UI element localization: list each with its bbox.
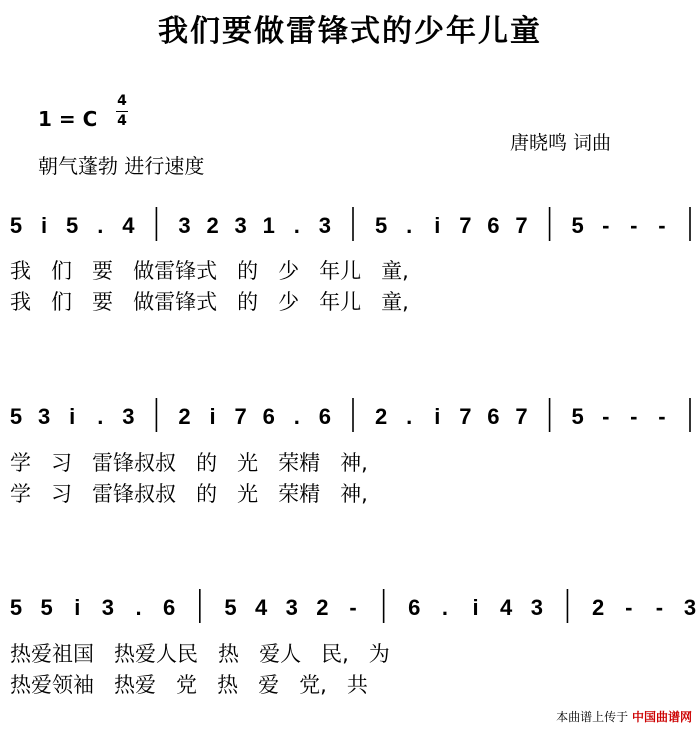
note: i [41, 213, 48, 238]
note: 3 [234, 213, 247, 238]
lyric-line-1-2: 我 们 要 做雷锋式 的 少 年儿 童, [10, 290, 409, 314]
note: i [69, 404, 76, 429]
note: . [406, 213, 413, 238]
note: i [74, 595, 81, 620]
page-title: 我们要做雷锋式的少年儿童 [158, 14, 542, 49]
note: - [349, 595, 357, 620]
note: 5 [40, 595, 53, 620]
note: 6 [318, 404, 332, 429]
note: . [441, 595, 448, 620]
note: 2 [374, 404, 388, 429]
note: 7 [515, 404, 528, 429]
note: - [602, 404, 610, 429]
note: 3 [683, 595, 697, 620]
note: 3 [285, 595, 298, 620]
composer-credit: 唐晓鸣 词曲 [510, 132, 612, 154]
note: 4 [122, 213, 135, 238]
note: 6 [262, 404, 275, 429]
lyric-line-3-2: 热爱领袖 热爱 党 热 爱 党, 共 [10, 673, 368, 697]
note: 7 [234, 404, 247, 429]
note: - [658, 213, 666, 238]
note: 1 [262, 213, 275, 238]
watermark-site: 中国曲谱网 [631, 710, 692, 724]
note: - [625, 595, 633, 620]
note: . [293, 213, 300, 238]
note: 3 [178, 213, 191, 238]
note: 7 [459, 404, 472, 429]
watermark-prefix: 本曲谱上传于 [556, 710, 629, 724]
lyric-line-3-1: 热爱祖国 热爱人民 热 爱人 民, 为 [10, 642, 390, 666]
note: . [97, 404, 104, 429]
note: 3 [122, 404, 135, 429]
note: 7 [515, 213, 528, 238]
note: 4 [254, 595, 268, 620]
note: 6 [163, 595, 176, 620]
note: . [97, 213, 104, 238]
note: - [658, 404, 666, 429]
note: 5 [571, 404, 584, 429]
note: - [602, 213, 610, 238]
note: 5 [9, 404, 23, 429]
time-signature-top: 4 [117, 93, 127, 109]
lyric-line-2-2: 学 习 雷锋叔叔 的 光 荣精 神, [10, 482, 368, 506]
note: 3 [101, 595, 115, 620]
note: 3 [37, 404, 51, 429]
lyric-line-2-1: 学 习 雷锋叔叔 的 光 荣精 神, [10, 451, 368, 475]
note: 5 [571, 213, 584, 238]
note: i [472, 595, 479, 620]
note: i [434, 404, 441, 429]
note: i [434, 213, 441, 238]
note: 7 [459, 213, 472, 238]
note: - [630, 213, 638, 238]
note: 6 [408, 595, 421, 620]
lyric-line-1-1: 我 们 要 做雷锋式 的 少 年儿 童, [10, 259, 409, 283]
note: 5 [9, 595, 23, 620]
watermark [556, 708, 692, 725]
note: 5 [9, 213, 23, 238]
note: 6 [487, 404, 500, 429]
note: . [293, 404, 300, 429]
note: 5 [66, 213, 79, 238]
note: 6 [487, 213, 500, 238]
note: 2 [178, 404, 191, 429]
note: - [630, 404, 638, 429]
key-signature: 1 = C [38, 107, 98, 131]
note: 5 [374, 213, 388, 238]
note: i [209, 404, 216, 429]
note: - [655, 595, 664, 620]
note: . [135, 595, 142, 620]
note: 2 [316, 595, 329, 620]
note: . [406, 404, 413, 429]
note: 5 [224, 595, 237, 620]
note: 2 [206, 213, 219, 238]
tempo-marking: 朝气蓬勃 进行速度 [38, 154, 205, 178]
note: 3 [318, 213, 332, 238]
time-signature-bottom: 4 [117, 113, 127, 129]
note: 2 [591, 595, 605, 620]
note: 3 [530, 595, 543, 620]
note: 4 [500, 595, 513, 620]
